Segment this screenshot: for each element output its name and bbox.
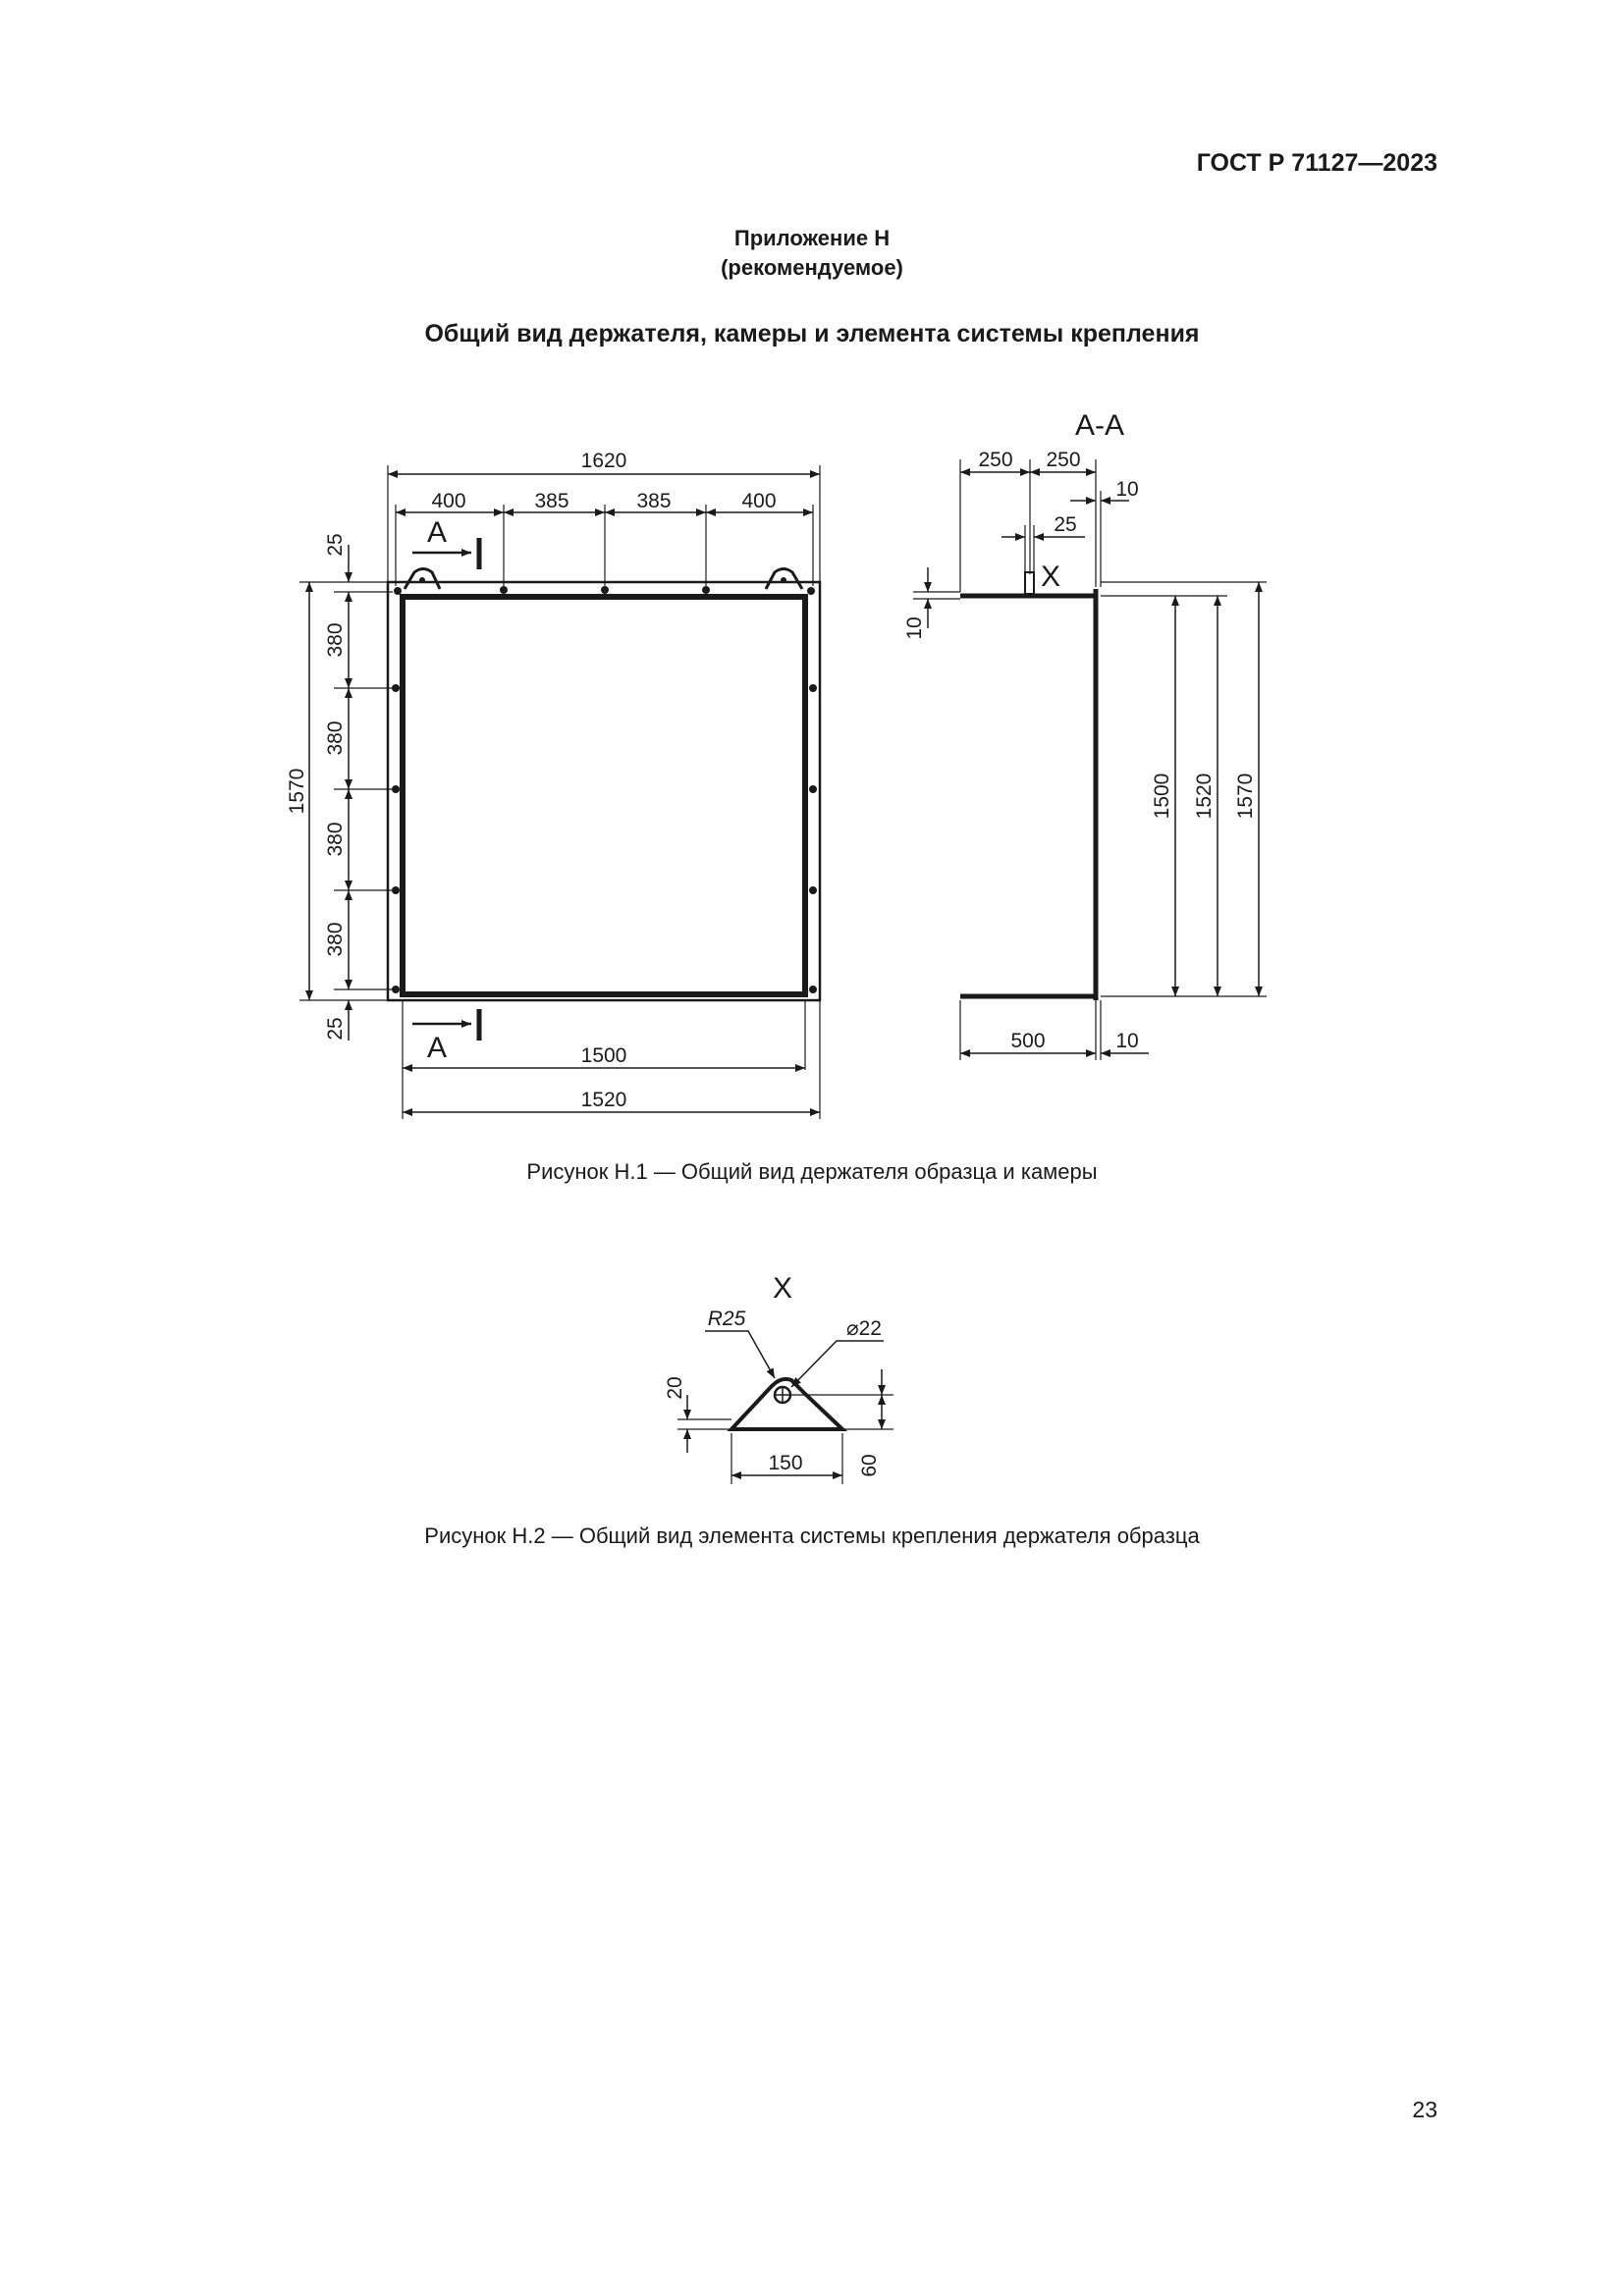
section-title: Общий вид держателя, камеры и элемента системы крепления	[424, 320, 1200, 347]
front-view	[299, 465, 820, 1119]
dim-total-height: 60	[858, 1454, 881, 1477]
mounting-element	[731, 1379, 842, 1429]
dim-section-height-1: 1500	[1151, 773, 1173, 820]
dim-left-seg-3: 380	[324, 721, 347, 756]
dim-top-seg-2: 385	[534, 490, 569, 512]
dim-top-seg-1: 400	[431, 490, 466, 512]
dim-section-height-3: 1570	[1234, 773, 1257, 820]
dim-bottom-inner: 1500	[580, 1044, 627, 1067]
dim-section-lug: 25	[1054, 513, 1077, 536]
dim-bottom-outer: 1520	[580, 1089, 627, 1111]
dim-section-base: 500	[1010, 1030, 1046, 1052]
section-mark-top: A	[426, 516, 448, 549]
dim-top-seg-4: 400	[741, 490, 777, 512]
dim-left-seg-6: 25	[324, 1017, 347, 1041]
annex-title: Приложение Н	[733, 226, 891, 250]
section-lug	[1025, 572, 1034, 594]
dim-left-seg-2: 380	[324, 622, 347, 658]
annex-status: (рекомендуемое)	[721, 255, 903, 280]
dim-hole-height: 20	[664, 1376, 686, 1400]
dim-diameter: ⌀22	[845, 1317, 883, 1340]
figure-2-caption: Рисунок Н.2 — Общий вид элемента системы крепления держателя образца	[424, 1523, 1200, 1548]
dim-left-seg-1: 25	[324, 533, 347, 557]
dim-section-top-left: 250	[978, 449, 1013, 471]
fixing-holes	[392, 586, 817, 993]
dim-top-total: 1620	[580, 450, 627, 472]
dim-base-width: 150	[768, 1452, 803, 1474]
section-detail-mark: X	[1040, 561, 1061, 593]
dim-section-edge: 10	[1115, 478, 1139, 501]
document-code: ГОСТ Р 71127—2023	[1196, 149, 1437, 177]
section-view	[913, 459, 1267, 1060]
dim-left-seg-5: 380	[324, 922, 347, 957]
dim-top-seg-3: 385	[636, 490, 672, 512]
holder-outer-frame	[388, 582, 820, 1000]
holder-inner-frame	[403, 597, 805, 994]
dim-section-top-right: 250	[1046, 449, 1081, 471]
dim-radius: R25	[707, 1308, 746, 1330]
figure-1-caption: Рисунок Н.1 — Общий вид держателя образца и камеры	[526, 1159, 1098, 1184]
detail-x-mark: X	[772, 1272, 793, 1305]
dim-section-base-edge: 10	[1115, 1030, 1139, 1052]
section-mark-bottom: A	[426, 1032, 448, 1064]
page-number: 23	[1412, 2097, 1437, 2122]
dim-left-seg-4: 380	[324, 822, 347, 857]
dim-section-flange: 10	[903, 616, 926, 640]
dim-section-height-2: 1520	[1193, 773, 1216, 820]
dim-left-total: 1570	[286, 768, 308, 815]
section-title: А-А	[1074, 409, 1125, 442]
